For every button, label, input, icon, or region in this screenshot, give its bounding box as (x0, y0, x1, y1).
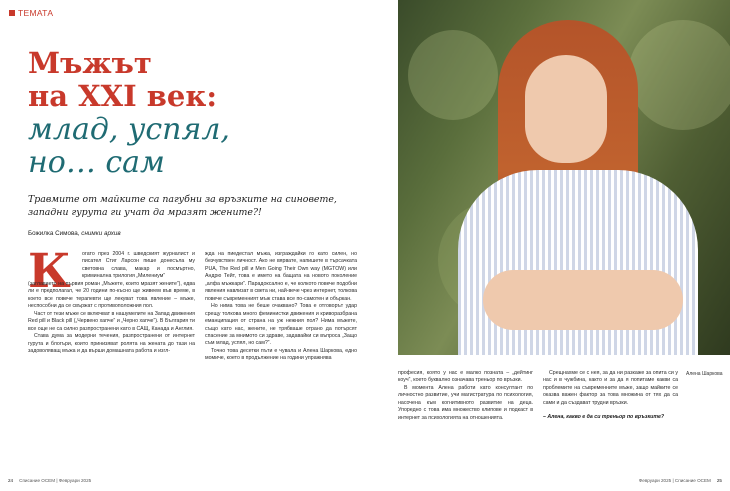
body-column-4 (543, 370, 678, 422)
footer-magazine-right: Февруари 2025 | Списание ОСЕМ (638, 478, 711, 483)
bokeh-light (628, 20, 730, 130)
title-line-2: на XXI век: (28, 79, 218, 113)
interview-question: – Алена, какво е да си треньор по връзките? (543, 414, 665, 421)
body-column-3 (398, 370, 533, 422)
title-line-3: млад, успял, (28, 112, 230, 147)
section-tag (9, 8, 53, 18)
body-column-2 (205, 251, 357, 363)
paragraph: Точно това десетки пъти е чувала и Алена Шаркова, едно момиче, което в продължение на години упражнява (205, 347, 357, 362)
paragraph: професия, която у нас е малко позната – „дейтинг коуч“, което буквално означава треньор по връзки. (398, 370, 533, 384)
title-line-1: Мъжът (28, 46, 152, 80)
footer-right (639, 478, 722, 483)
right-page (365, 0, 730, 491)
footer-left (8, 478, 91, 483)
section-square-icon (9, 10, 15, 16)
article-title (28, 47, 358, 179)
paragraph: жда на пиедестал мъжа, изграждайки го като силен, но безчувствен личност. Ако не вярвате, напишете в търсачката PUA, The Red pill и Men Going Their Own way (MGTOW) или Андрю Тейт, това е името на бащата на новото поколение „алфа мъжкари“. Парадоксално е, че колкото повече подобни явления навлизат в света ни, най-вече чрез интернет, толкова повече съвременният мъж става все по-самотен и объркан. (205, 251, 357, 302)
paragraph: Но нима това не беше очаквано? Това е отговорът удар срещу толкова много феминистки движения и криворазбрана еманципация от страна на уж нежния пол? Нима мъжете, също като нас, жените, не трябваше отрано да потърсят спасение за мнимото си здраве, задавайки си въпроса „Защо съм млад, успял, но сам?“. (205, 303, 357, 347)
footer-magazine-left: Списание ОСЕМ | Февруари 2025 (19, 478, 92, 483)
paragraph: Става дума за модерни течения, разпространени от интернет гурута и блогъри, които принизяват ролята на жената до тази на задоволяващ мъжа и да върши домашната работа и изгл- (28, 333, 195, 355)
paragraph: (заглавието на първия роман „Мъжете, които мразят жените“), едва ли е предполагал, че 20 години по-късно ще живеем във време, в което все повече терапевти ще лекуват това явление – мъже, неспособни да се свържат с противоположния пол. (28, 281, 195, 310)
photo-arms (483, 270, 683, 330)
photo-caption: Алена Шаркова (686, 371, 723, 377)
body-column-1 (28, 281, 195, 356)
drop-cap: К (28, 244, 71, 299)
byline-photo: снимки архив (81, 230, 121, 237)
paragraph: Част от тези мъже се включват в нашумелите на Запад движения Red pill и Black pill („Червено хапче“ и „Черно хапче“). В България ти все още не са силно разпространени като в САЩ, Канада и Англия. (28, 310, 195, 332)
paragraph: огато през 2004 г. шведският журналист и писател Стиг Ларсон пише донесъла му световна слава, макар и посмъртно, криминална трилогия „Милениум“ (82, 251, 195, 280)
page-number-left: 24 (8, 478, 14, 483)
body-column-1-top (82, 251, 195, 281)
page-number-right: 25 (716, 478, 722, 483)
article-lead: Травмите от майките са пагубни за връзките на синовете, западни гурута ги учат да мразят жените?! (28, 194, 337, 218)
paragraph: В момента Алена работи като консултант по личностно развитие, учи магистратура по психология, насочена към когнитивното развитие на деца. Упоредно с това има множество клипове и подкаст в интернет за психологията на отношенията. (398, 384, 533, 421)
title-line-4: но… сам (28, 145, 165, 180)
byline (28, 230, 121, 237)
section-label: ТЕМАТА (18, 8, 54, 18)
paragraph: Срещнахме се с нея, за да ни разкаже за опита си у нас и в чужбина, както и за да я попитаме какви са проблемите на съвременните мъже, защо майките се оказва важен фактор за това множина от тях да са сами и да създават трудни връзки. (543, 370, 678, 406)
byline-author: Божилка Симова, (28, 230, 82, 237)
portrait-photo (398, 0, 730, 355)
bokeh-light (408, 30, 498, 120)
photo-face (525, 55, 607, 163)
